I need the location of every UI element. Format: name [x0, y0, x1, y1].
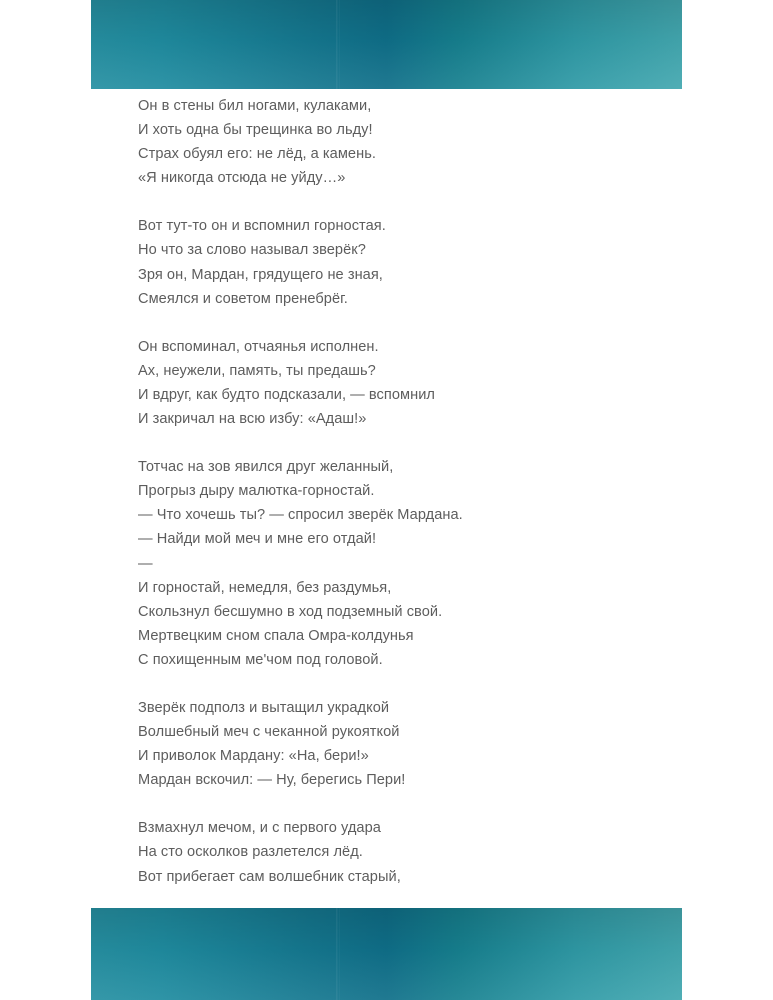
poem-line: Страх обуял его: не лёд, а камень. — [138, 146, 376, 163]
poem-line: Он в стены бил ногами, кулаками, — [138, 98, 372, 114]
poem-line: Но что за слово называл зверёк? — [138, 242, 366, 259]
poem-line: И приволок Мардану: «На, бери!» — [138, 748, 369, 765]
poem-line: Он вспоминал, отчаянья исполнен. — [138, 338, 379, 355]
poem-line: Зря он, Мардан, грядущего не зная, — [138, 266, 383, 283]
poem-line: С похищенным ме'чом под головой. — [138, 651, 383, 668]
bottom-banner-seam — [336, 908, 338, 1000]
poem-line: «Я никогда отсюда не уйду…» — [138, 170, 346, 187]
poem-line: Скользнул бесшумно в ход подземный свой. — [138, 603, 443, 620]
poem-stanza — [138, 816, 658, 888]
poem-line: — — [138, 555, 153, 572]
top-decorative-banner — [91, 0, 682, 89]
poem-line: Прогрыз дыру малютка-горностай. — [138, 483, 375, 500]
poem-line: Взмахнул мечом, и с первого удара — [138, 820, 381, 837]
poem-line: На сто осколков разлетелся лёд. — [138, 844, 363, 861]
poem-line: И хоть одна бы трещинка во льду! — [138, 122, 373, 139]
poem-line: И вдруг, как будто подсказали, — вспомнил — [138, 386, 435, 403]
top-banner-seam — [336, 0, 338, 89]
poem-stanza — [138, 696, 658, 792]
poem-line: Мертвецким сном спала Омра-колдунья — [138, 627, 414, 644]
poem-line: Ах, неужели, память, ты предашь? — [138, 362, 376, 379]
poem-stanza — [138, 335, 658, 431]
poem-line: Вот тут-то он и вспомнил горностая. — [138, 218, 386, 235]
poem-line: — Что хочешь ты? — спросил зверёк Мардана. — [138, 507, 463, 524]
top-banner-seam-secondary — [339, 0, 340, 89]
poem-line: Волшебный меч с чеканной рукояткой — [138, 724, 400, 741]
poem-line: И горностай, немедля, без раздумья, — [138, 579, 392, 596]
bottom-banner-seam-secondary — [339, 908, 340, 1000]
poem-stanza — [138, 94, 658, 190]
poem-line: И закричал на всю избу: «Адаш!» — [138, 411, 367, 428]
poem-line: Смеялся и советом пренебрёг. — [138, 290, 348, 307]
poem-line: Зверёк подполз и вытащил украдкой — [138, 699, 390, 716]
poem-line: — Найди мой меч и мне его отдай! — [138, 531, 377, 548]
poem-line: Вот прибегает сам волшебник старый, — [138, 868, 401, 885]
bottom-decorative-banner — [91, 908, 682, 1000]
poem-stanza — [138, 214, 658, 310]
poem-line: Тотчас на зов явился друг желанный, — [138, 459, 394, 476]
poem-line: Мардан вскочил: — Ну, берегись Пери! — [138, 772, 406, 789]
bottom-banner-gradient — [91, 908, 682, 1000]
poem-body — [138, 94, 658, 889]
poem-stanza — [138, 455, 658, 672]
top-banner-gradient — [91, 0, 682, 89]
